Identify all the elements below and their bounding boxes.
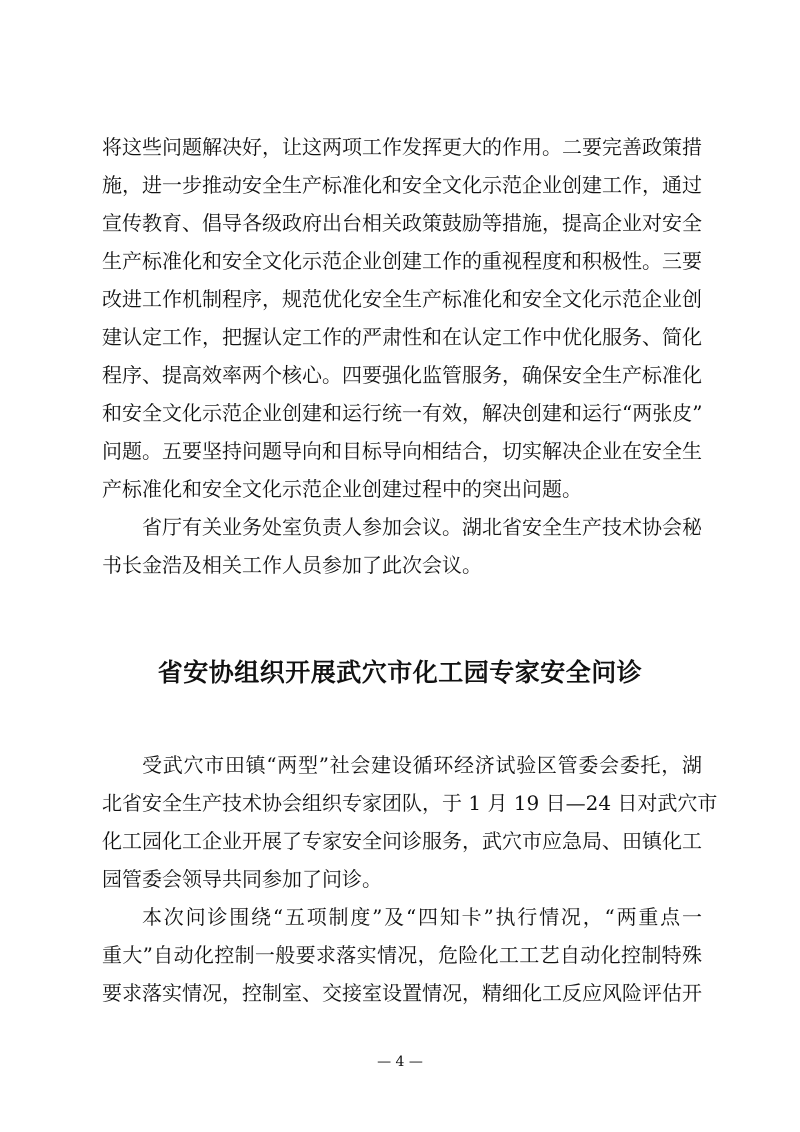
paragraph-line: 和安全文化示范企业创建和运行统一有效，解决创建和运行“两张皮”	[102, 401, 703, 425]
paragraph-line: 改进工作机制程序，规范优化安全生产标准化和安全文化示范企业创	[102, 287, 702, 311]
paragraph-line: 书长金浩及相关工作人员参加了此次会议。	[102, 553, 482, 577]
paragraph-line: 省厅有关业务处室负责人参加会议。湖北省安全生产技术协会秘	[142, 515, 702, 539]
paragraph-line: 施，进一步推动安全生产标准化和安全文化示范企业创建工作，通过	[102, 173, 702, 197]
paragraph-line: 宣传教育、倡导各级政府出台相关政策鼓励等措施，提高企业对安全	[102, 211, 702, 235]
paragraph-line: 将这些问题解决好，让这两项工作发挥更大的作用。二要完善政策措	[102, 135, 702, 159]
paragraph-line: 本次问诊围绕“五项制度”及“四知卡”执行情况，“两重点一	[142, 905, 702, 929]
paragraph-line: 建认定工作，把握认定工作的严肃性和在认定工作中优化服务、简化	[102, 325, 702, 349]
paragraph-line: 受武穴市田镇“两型”社会建设循环经济试验区管委会委托，湖	[142, 753, 702, 777]
paragraph-line: 要求落实情况，控制室、交接室设置情况，精细化工反应风险评估开	[102, 981, 702, 1005]
paragraph-line: 化工园化工企业开展了专家安全问诊服务，武穴市应急局、田镇化工	[102, 829, 702, 853]
paragraph-line: 重大”自动化控制一般要求落实情况，危险化工工艺自动化控制特殊	[102, 943, 702, 967]
paragraph-line: 园管委会领导共同参加了问诊。	[102, 867, 382, 891]
paragraph-line: 产标准化和安全文化示范企业创建过程中的突出问题。	[102, 477, 582, 501]
article-title: 省安协组织开展武穴市化工园专家安全问诊	[157, 658, 643, 687]
paragraph-line: 程序、提高效率两个核心。四要强化监管服务，确保安全生产标准化	[102, 363, 702, 387]
paragraph-line: 生产标准化和安全文化示范企业创建工作的重视程度和积极性。三要	[102, 249, 702, 273]
paragraph-line: 北省安全生产技术协会组织专家团队，于 1 月 19 日—24 日对武穴市	[102, 791, 718, 815]
paragraph-line: 问题。五要坚持问题导向和目标导向相结合，切实解决企业在安全生	[102, 439, 702, 463]
page-number: — 4 —	[377, 1054, 423, 1070]
